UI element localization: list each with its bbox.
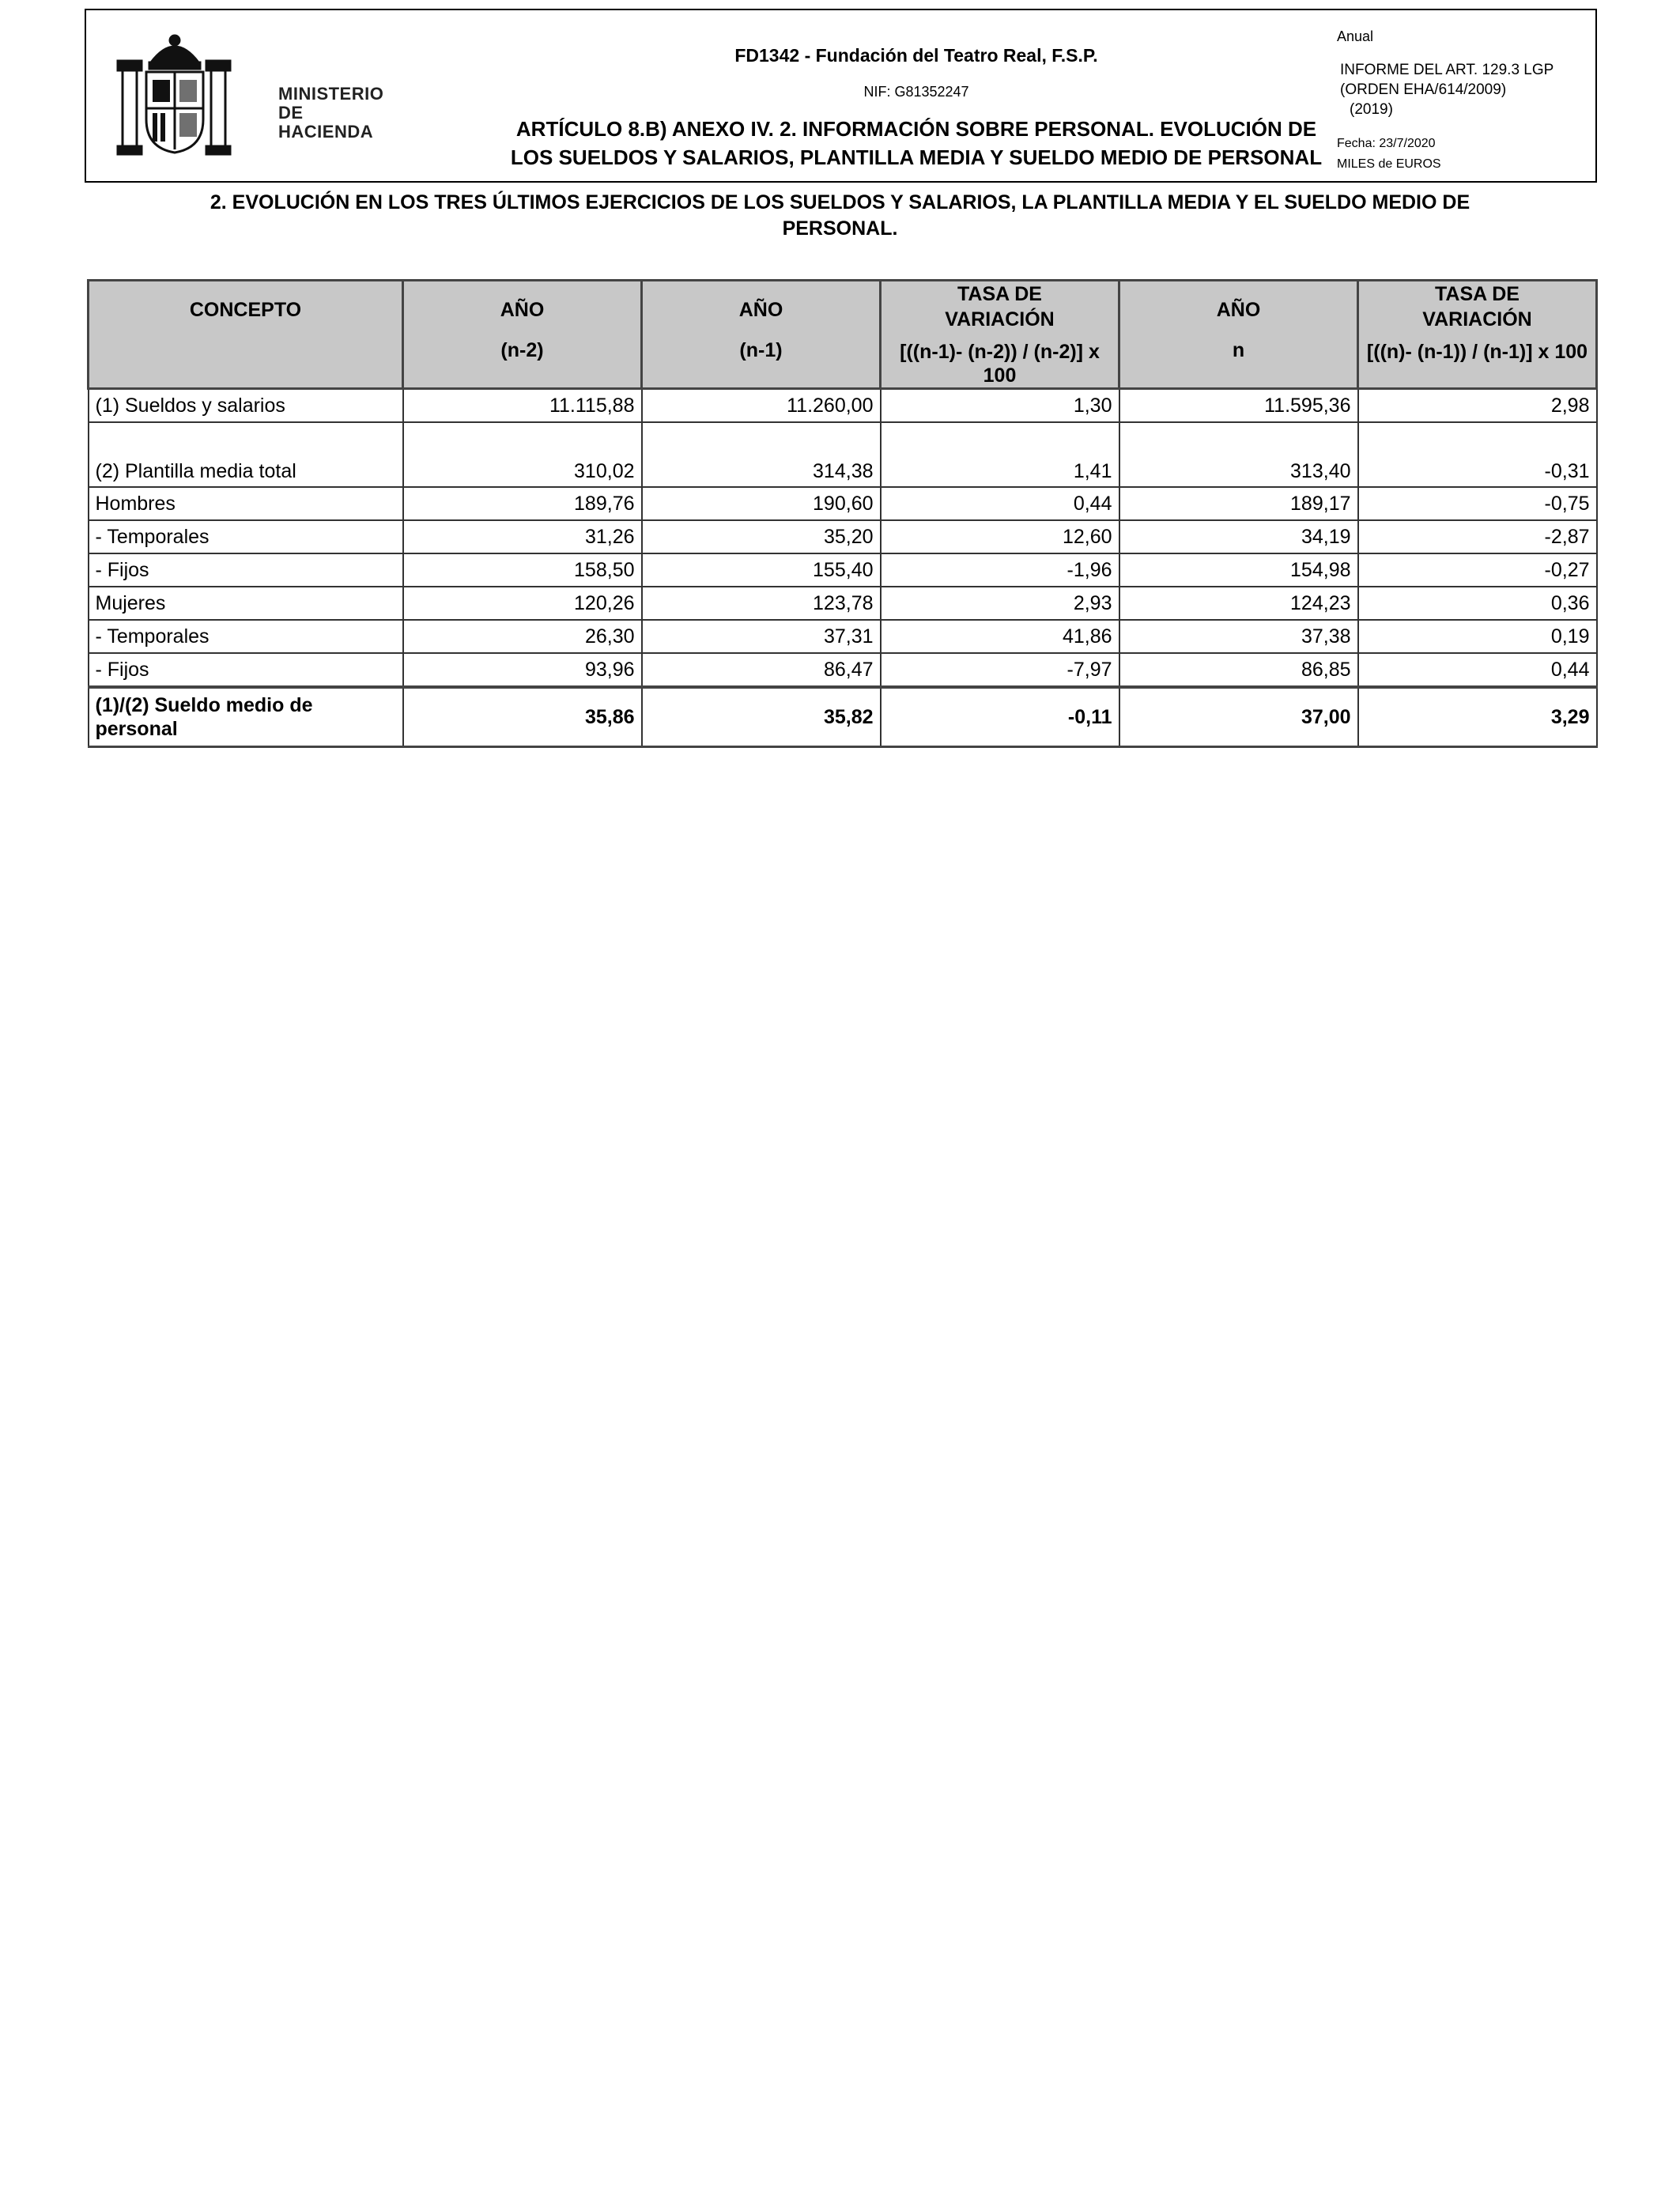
col-header-label: AÑO: [1216, 299, 1261, 321]
cell-n2: 26,30: [403, 620, 642, 653]
informe-line3: (2019): [1350, 101, 1393, 118]
report-title-line2: LOS SUELDOS Y SALARIOS, PLANTILLA MEDIA Y SUELDO MEDIO DE PERSONAL: [510, 145, 1323, 169]
cell-n: 37,38: [1119, 620, 1358, 653]
cell-n1: 190,60: [642, 487, 881, 520]
header-right: [1337, 27, 1598, 175]
report-title: [426, 115, 1406, 172]
personal-table: [87, 279, 1598, 748]
cell-n1: 123,78: [642, 587, 881, 620]
col-header-year-n: [1119, 281, 1358, 389]
table-row: [89, 553, 1597, 587]
cell-tasa1: -1,96: [881, 553, 1119, 587]
table-total-row: [89, 687, 1597, 747]
cell-n: 154,98: [1119, 553, 1358, 587]
col-header-label: CONCEPTO: [189, 299, 302, 321]
cell-n2: 189,76: [403, 487, 642, 520]
cell-n1: 35,20: [642, 520, 881, 553]
ministerio-logo: [116, 31, 384, 157]
cell-tasa2: -2,87: [1358, 520, 1597, 553]
cell-concepto: - Fijos: [89, 653, 403, 687]
cell-tasa1: 41,86: [881, 620, 1119, 653]
entity-name: FD1342 - Fundación del Teatro Real, F.S.P.: [734, 45, 1098, 66]
cell-concepto: - Temporales: [89, 620, 403, 653]
cell-tasa2: -0,31: [1358, 422, 1597, 487]
cell-tasa1: 12,60: [881, 520, 1119, 553]
cell-tasa2: 0,36: [1358, 587, 1597, 620]
cell-concepto: (1) Sueldos y salarios: [89, 389, 403, 423]
cell-n1: 35,82: [642, 687, 881, 747]
period-label: Anual: [1337, 28, 1374, 44]
report-header: [85, 9, 1597, 183]
header-center: [426, 32, 1406, 172]
entity-nif: NIF: G81352247: [863, 84, 969, 100]
cell-concepto: Mujeres: [89, 587, 403, 620]
col-header-label: TASA DE VARIACIÓN: [945, 283, 1055, 330]
coat-of-arms-icon: [116, 31, 251, 157]
cell-concepto: (1)/(2) Sueldo medio de personal: [89, 687, 403, 747]
cell-tasa2: 0,44: [1358, 653, 1597, 687]
informe-line2: (ORDEN EHA/614/2009): [1340, 81, 1507, 98]
cell-concepto: - Temporales: [89, 520, 403, 553]
cell-n: 124,23: [1119, 587, 1358, 620]
table-row: [89, 587, 1597, 620]
units-label: MILES de EUROS: [1337, 157, 1441, 171]
logo-text-line1: MINISTERIO: [278, 84, 384, 104]
col-header-year-n1: [642, 281, 881, 389]
cell-tasa1: 1,30: [881, 389, 1119, 423]
table-row: [89, 487, 1597, 520]
cell-n1: 37,31: [642, 620, 881, 653]
col-header-tasa-1: [881, 281, 1119, 389]
cell-n2: 310,02: [403, 422, 642, 487]
cell-n: 34,19: [1119, 520, 1358, 553]
cell-tasa2: -0,75: [1358, 487, 1597, 520]
col-header-label: AÑO: [738, 299, 783, 321]
table-header-row: [89, 281, 1597, 389]
cell-n: 37,00: [1119, 687, 1358, 747]
cell-tasa1: 2,93: [881, 587, 1119, 620]
cell-concepto: - Fijos: [89, 553, 403, 587]
cell-n: 313,40: [1119, 422, 1358, 487]
cell-n: 86,85: [1119, 653, 1358, 687]
cell-n: 189,17: [1119, 487, 1358, 520]
cell-tasa1: 1,41: [881, 422, 1119, 487]
cell-concepto: Hombres: [89, 487, 403, 520]
cell-tasa2: 0,19: [1358, 620, 1597, 653]
cell-n: 11.595,36: [1119, 389, 1358, 423]
cell-n1: 314,38: [642, 422, 881, 487]
table-row: [89, 653, 1597, 687]
col-header-label: TASA DE VARIACIÓN: [1422, 283, 1532, 330]
cell-n2: 35,86: [403, 687, 642, 747]
report-date: Fecha: 23/7/2020: [1337, 137, 1436, 150]
cell-n1: 155,40: [642, 553, 881, 587]
cell-tasa1: -0,11: [881, 687, 1119, 747]
cell-n1: 86,47: [642, 653, 881, 687]
cell-tasa2: 2,98: [1358, 389, 1597, 423]
col-header-concepto: [89, 281, 403, 389]
cell-n2: 158,50: [403, 553, 642, 587]
table-row: [89, 520, 1597, 553]
informe-label: [1337, 60, 1598, 119]
logo-text-line2: DE HACIENDA: [278, 103, 374, 142]
table-row: [89, 422, 1597, 487]
col-header-label: AÑO: [500, 299, 545, 321]
table-row: [89, 389, 1597, 423]
col-header-sublabel: [((n)- (n-1)) / (n-1)] x 100: [1366, 341, 1588, 363]
ministerio-logo-text: [278, 85, 383, 142]
report-title-line1: ARTÍCULO 8.B) ANEXO IV. 2. INFORMACIÓN SOBRE PERSONAL. EVOLUCIÓN DE: [515, 117, 1317, 141]
cell-n1: 11.260,00: [642, 389, 881, 423]
cell-tasa1: -7,97: [881, 653, 1119, 687]
cell-tasa1: 0,44: [881, 487, 1119, 520]
cell-n2: 120,26: [403, 587, 642, 620]
col-header-sublabel: (n-1): [739, 339, 783, 361]
section-title-line1: 2. EVOLUCIÓN EN LOS TRES ÚLTIMOS EJERCICIOS DE LOS SUELDOS Y SALARIOS, LA PLANTILLA MEDIA Y EL SUELDO MEDIO DE: [210, 191, 1470, 213]
table-row: [89, 620, 1597, 653]
informe-line1: INFORME DEL ART. 129.3 LGP: [1340, 62, 1554, 78]
col-header-year-n2: [403, 281, 642, 389]
col-header-sublabel: n: [1232, 339, 1245, 361]
cell-n2: 11.115,88: [403, 389, 642, 423]
cell-tasa2: 3,29: [1358, 687, 1597, 747]
cell-n2: 93,96: [403, 653, 642, 687]
cell-concepto: (2) Plantilla media total: [89, 422, 403, 487]
section-title-line2: PERSONAL.: [782, 217, 898, 240]
section-title: [111, 190, 1569, 242]
col-header-sublabel: (n-2): [500, 339, 544, 361]
cell-n2: 31,26: [403, 520, 642, 553]
cell-tasa2: -0,27: [1358, 553, 1597, 587]
col-header-tasa-2: [1358, 281, 1597, 389]
col-header-sublabel: [((n-1)- (n-2)) / (n-2)] x 100: [900, 341, 1100, 387]
